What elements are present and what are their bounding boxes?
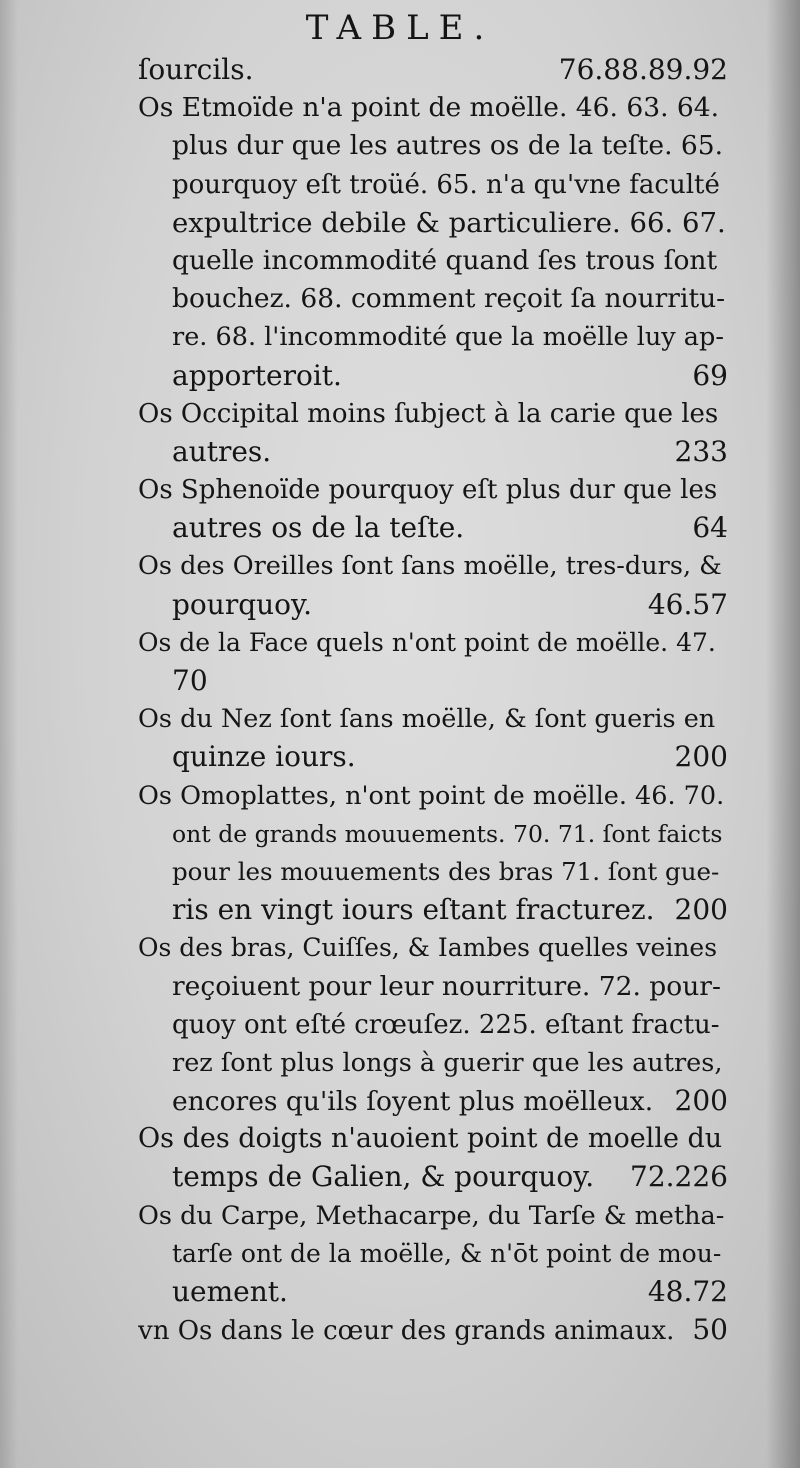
entry-continuation-line: [138, 166, 728, 204]
entry-text: quelle incommodité quand ſes trous ſont: [172, 244, 718, 276]
entry-text: apporteroit.: [172, 358, 342, 392]
page-reference: 64: [692, 511, 728, 545]
page-reference: 50: [692, 1313, 728, 1347]
page-reference: 72.226: [630, 1160, 728, 1194]
entry-headline: [138, 89, 728, 127]
entry-headline: [138, 1197, 728, 1235]
entry-continuation-line: [138, 891, 728, 929]
entry-text: temps de Galien, & pourquoy.: [172, 1160, 595, 1194]
entry-text: pourquoy.: [172, 587, 313, 621]
entry-headline: [138, 395, 728, 433]
entry-text: Os Omoplattes, n'ont point de moëlle. 46. 70.: [138, 780, 725, 811]
entry-headline: [138, 624, 728, 662]
entry-text: Os des Oreilles ſont ſans moëlle, tres-durs, &: [138, 551, 722, 582]
entry-headline: [138, 777, 728, 815]
page-reference: 200: [674, 740, 728, 774]
entry-continuation-line: [138, 433, 728, 471]
entry-text: bouchez. 68. comment reçoit ſa nourritu-: [172, 283, 726, 315]
entry-text: uement.: [172, 1275, 288, 1308]
index-entry: [138, 624, 728, 700]
entry-headline: [138, 51, 728, 89]
page-reference: 48.72: [647, 1275, 728, 1308]
entry-continuation-line: [138, 738, 728, 776]
index-entry: [138, 1311, 728, 1349]
page-reference: 46.57: [647, 587, 728, 621]
index-entry: [138, 777, 728, 930]
entry-headline: [138, 929, 728, 967]
entry-text: Os du Nez ſont ſans moëlle, & ſont gueris en: [138, 704, 716, 735]
entry-text: rez ſont plus longs à guerir que les autres,: [172, 1047, 723, 1078]
index-body: [138, 51, 728, 1349]
index-entry: [138, 1120, 728, 1196]
entry-text: Os Sphenoïde pourquoy eſt plus dur que les: [138, 475, 718, 506]
entry-headline: [138, 700, 728, 738]
entry-text: pour les mouuements des bras 71. ſont gue-: [172, 856, 720, 886]
entry-text: Os Occipital moins ſubject à la carie que les: [138, 398, 719, 429]
entry-text: Os de la Face quels n'ont point de moëlle. 47.: [138, 627, 716, 657]
entry-text: ris en vingt iours eſtant fracturez.: [172, 893, 655, 927]
index-entry: [138, 51, 728, 89]
entry-continuation-line: [138, 968, 728, 1006]
page-reference: 233: [674, 434, 728, 468]
entry-continuation-line: [138, 1235, 728, 1273]
page-reference: 200: [674, 893, 728, 927]
entry-continuation-line: [138, 586, 728, 624]
entry-continuation-line: [138, 1082, 728, 1120]
entry-continuation-line: [138, 1158, 728, 1196]
entry-text: autres os de la teſte.: [172, 511, 465, 545]
entry-continuation-line: [138, 662, 728, 700]
entry-text: quinze iours.: [172, 740, 356, 774]
entry-headline: [138, 547, 728, 585]
entry-continuation-line: [138, 242, 728, 280]
entry-continuation-line: [138, 1044, 728, 1082]
entry-continuation-line: [138, 357, 728, 395]
entry-continuation-line: [138, 318, 728, 356]
entry-text: pourquoy eſt troüé. 65. n'a qu'vne faculté: [172, 169, 720, 200]
entry-continuation-line: [138, 1006, 728, 1044]
entry-text: Os du Carpe, Methacarpe, du Tarſe & metha-: [138, 1200, 725, 1231]
entry-continuation-line: [138, 127, 728, 165]
entry-continuation-line: [138, 1273, 728, 1311]
entry-headline: [138, 1120, 728, 1158]
page-edge-shadow-right: [766, 0, 800, 1468]
entry-continuation-line: [138, 815, 728, 853]
entry-continuation-line: [138, 509, 728, 547]
index-entry: [138, 700, 728, 776]
index-entry: [138, 395, 728, 471]
entry-text: expultrice debile & particuliere. 66. 67.: [172, 206, 726, 239]
running-header: TABLE.: [305, 8, 495, 48]
entry-text: plus dur que les autres os de la teſte. 65.: [172, 130, 724, 162]
entry-text: reçoiuent pour leur nourriture. 72. pour-: [172, 970, 721, 1002]
page-edge-shadow-left: [0, 0, 18, 1468]
entry-headline: [138, 471, 728, 509]
page-reference: 69: [692, 358, 728, 392]
page-reference: 76.88.89.92: [558, 53, 728, 86]
entry-text: encores qu'ils ſoyent plus moëlleux.: [172, 1086, 654, 1118]
entry-text: autres.: [172, 434, 272, 468]
index-entry: [138, 1197, 728, 1312]
entry-text: Os des bras, Cuiſſes, & Iambes quelles veines: [138, 933, 718, 963]
index-entry: [138, 471, 728, 547]
entry-text: ont de grands mouuements. 70. 71. ſont faicts: [172, 819, 723, 848]
entry-text: Os des doigts n'auoient point de moelle du: [138, 1123, 723, 1155]
entry-continuation-line: [138, 204, 728, 242]
entry-text: 70: [172, 664, 208, 697]
entry-continuation-line: [138, 280, 728, 318]
index-entry: [138, 89, 728, 395]
entry-headline: [138, 1311, 728, 1349]
entry-text: re. 68. l'incommodité que la moëlle luy ap-: [172, 322, 724, 353]
index-entry: [138, 929, 728, 1120]
entry-text: tarſe ont de la moëlle, & n'ōt point de mou-: [172, 1238, 722, 1268]
entry-text: quoy ont eſté crœuſez. 225. eſtant fractu-: [172, 1009, 720, 1040]
index-entry: [138, 547, 728, 623]
entry-text: Os Etmoïde n'a point de moëlle. 46. 63. 64.: [138, 92, 720, 124]
page-reference: 200: [674, 1084, 728, 1118]
entry-text: ſourcils.: [138, 53, 254, 86]
entry-text: vn Os dans le cœur des grands animaux.: [138, 1316, 675, 1347]
entry-continuation-line: [138, 853, 728, 891]
